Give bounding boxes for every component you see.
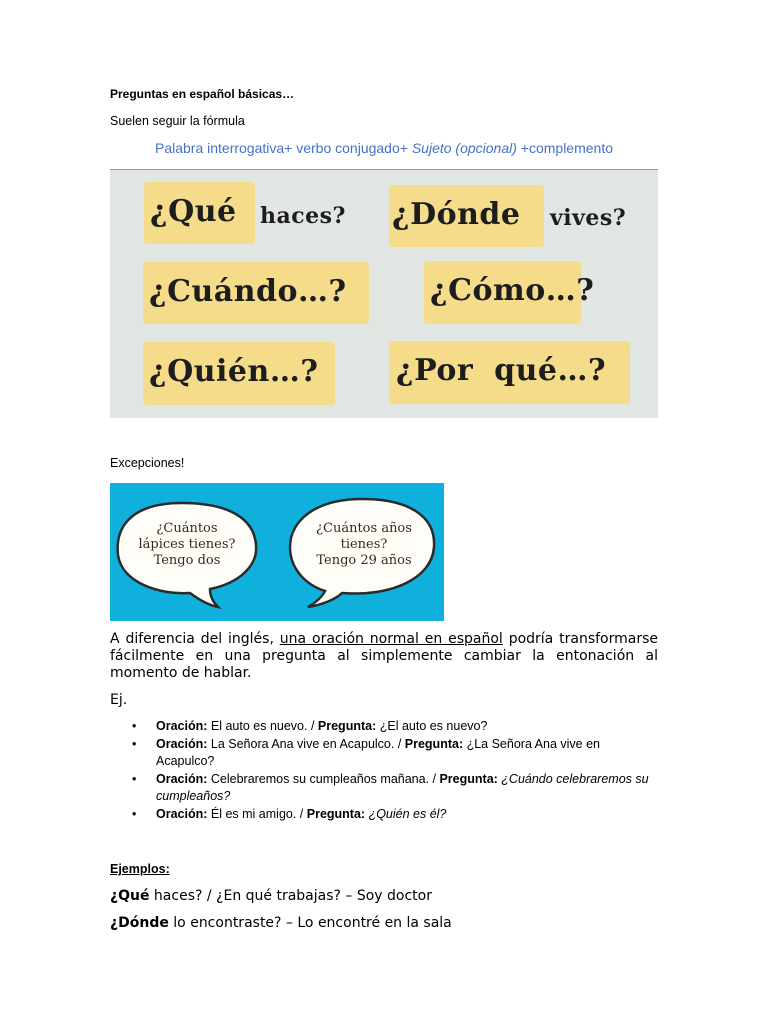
pregunta-text: ¿El auto es nuevo? [376,719,488,733]
question-words-image [110,169,658,418]
oracion-text: Celebraremos su cumpleaños mañana. / [207,771,440,786]
oracion-text: El auto es nuevo. / [207,719,318,733]
oracion-text: Él es mi amigo. / [207,806,307,821]
explanation-paragraph [110,631,658,682]
bubble1-line2: lápices tienes? [138,537,236,552]
formula-intro: Suelen seguir la fórmula [110,114,245,128]
ejemplos-heading: Ejemplos: [110,862,170,876]
bubble2-text [294,521,434,569]
q3-word: ¿Cuándo…? [149,274,347,309]
oracion-text: La Señora Ana vive en Acapulco. / [207,736,405,751]
bullet-icon: • [132,736,137,751]
pregunta-label: Pregunta: [306,806,366,821]
pregunta-label: Pregunta: [439,771,498,786]
ejemplo2-rest: lo encontraste? – Lo encontré en la sala [168,915,452,931]
exceptions-label: Excepciones! [110,456,185,470]
formula-part2: Sujeto (opcional) [411,140,517,156]
oracion-label: Oración: [156,806,208,821]
list-item [130,771,660,806]
q2-word: ¿Dónde [392,197,521,232]
bubble2-line3: Tengo 29 años [316,553,412,568]
pregunta-label: Pregunta: [404,736,464,751]
list-item [130,718,660,736]
ej-label: Ej. [110,692,128,708]
bullet-icon: • [132,806,137,821]
paragraph-pre: A diferencia del inglés, [110,631,280,647]
q4-word: ¿Cómo…? [430,273,595,308]
pregunta-text: ¿La Señora Ana vive en Acapulco? [156,736,601,768]
oracion-label: Oración: [156,771,208,786]
bubble2-line1: ¿Cuántos años [316,521,412,536]
ejemplo2-bold: ¿Dónde [110,915,169,931]
ejemplo1-rest: haces? / ¿En qué trabajas? – Soy doctor [149,888,432,904]
paragraph-underlined: una oración normal en español [279,631,503,647]
ejemplo-que [110,888,432,904]
bullet-icon: • [132,771,137,786]
formula-line [110,140,658,156]
bubble1-line3: Tengo dos [153,553,221,568]
bubble2-line2: tienes? [340,537,388,552]
pregunta-label: Pregunta: [317,719,377,733]
page-heading: Preguntas en español básicas… [110,87,295,101]
formula-part3: +complemento [516,140,613,156]
q6-word: ¿Por qué…? [396,353,607,388]
paragraph-post: podría transformarse fácilmente en una pregunta al simplemente cambiar la entonación al momento de hablar. [110,631,659,681]
exceptions-image [110,483,444,621]
ejemplo-donde [110,915,452,931]
bullet-icon: • [132,719,137,733]
pregunta-text: ¿Cuándo celebraremos su cumpleaños? [156,771,649,803]
ejemplo1-bold: ¿Qué [110,888,150,904]
bubble1-line1: ¿Cuántos [156,521,218,536]
oracion-label: Oración: [156,719,208,733]
pregunta-text: ¿Quién es él? [365,806,447,821]
list-item [130,736,660,771]
formula-part1: Palabra interrogativa+ verbo conjugado+ [154,140,412,156]
oracion-label: Oración: [156,736,208,751]
list-item [130,806,660,824]
q1-rest: haces? [260,203,346,229]
q5-word: ¿Quién…? [149,354,319,389]
examples-list [130,718,660,823]
bubble1-text [120,521,254,569]
q2-rest: vives? [550,205,627,231]
q1-word: ¿Qué [150,194,237,229]
